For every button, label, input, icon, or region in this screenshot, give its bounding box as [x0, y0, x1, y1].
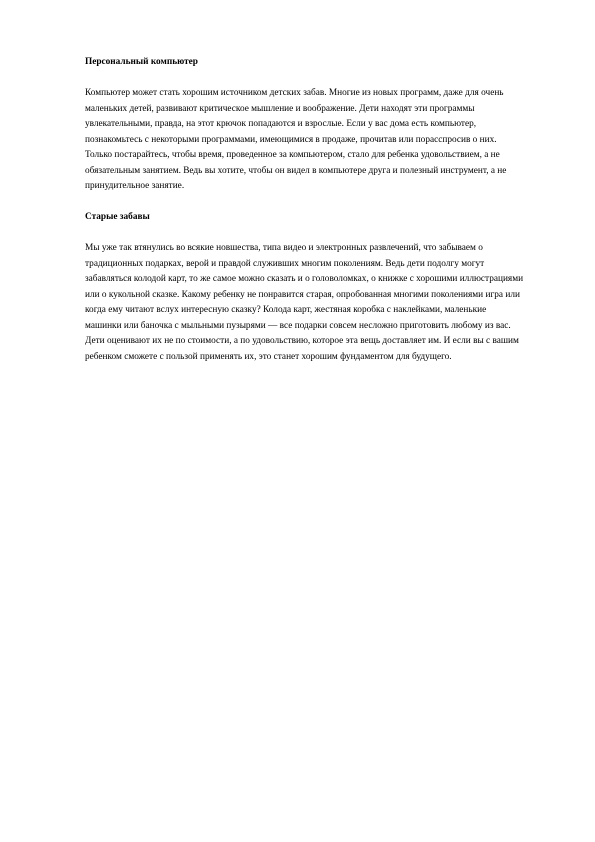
document-content — [85, 55, 525, 365]
section-heading-personal-computer: Персональный компьютер — [85, 57, 198, 67]
section-paragraph-old-fun: Мы уже так втянулись во всякие новшества, типа видео и электронных развлечений, что забываем о традиционных подарках, верой и правдой служивших многим поколениям. Ведь дети подолгу могут забавляться колодой карт, то же самое можно сказать и о головоломках, о книжке с хорошими иллюстрациями или о кукольной сказке. Какому ребенку не понравится старая, опробованная многими поколениями игра или когда ему читают вслух интересную сказку? Колода карт, жестяная коробка с наклейками, маленькие машинки или баночка с мыльными пузырями — все подарки совсем несложно приготовить любому из вас. Дети оценивают их не по стоимости, а по удовольствию, которое эта вещь доставляет им. И если вы с вашим ребенком сможете с пользой применять их, это станет хорошим фундаментом для будущего. — [85, 243, 524, 362]
section-paragraph-personal-computer: Компьютер может стать хорошим источником детских забав. Многие из новых программ, даже для очень маленьких детей, развивают критическое мышление и воображение. Дети находят эти программы увлекательными, правда, на этот крючок попадаются и взрослые. Если у вас дома есть компьютер, познакомьтесь с некоторыми программами, имеющимися в продаже, прочитав или порасспросив о них. Только постарайтесь, чтобы время, проведенное за компьютером, стало для ребенка удовольствием, а не обязательным занятием. Ведь вы хотите, чтобы он видел в компьютере друга и полезный инструмент, а не принудительное занятие. — [85, 88, 507, 191]
section-heading-old-fun: Старые забавы — [85, 212, 150, 222]
